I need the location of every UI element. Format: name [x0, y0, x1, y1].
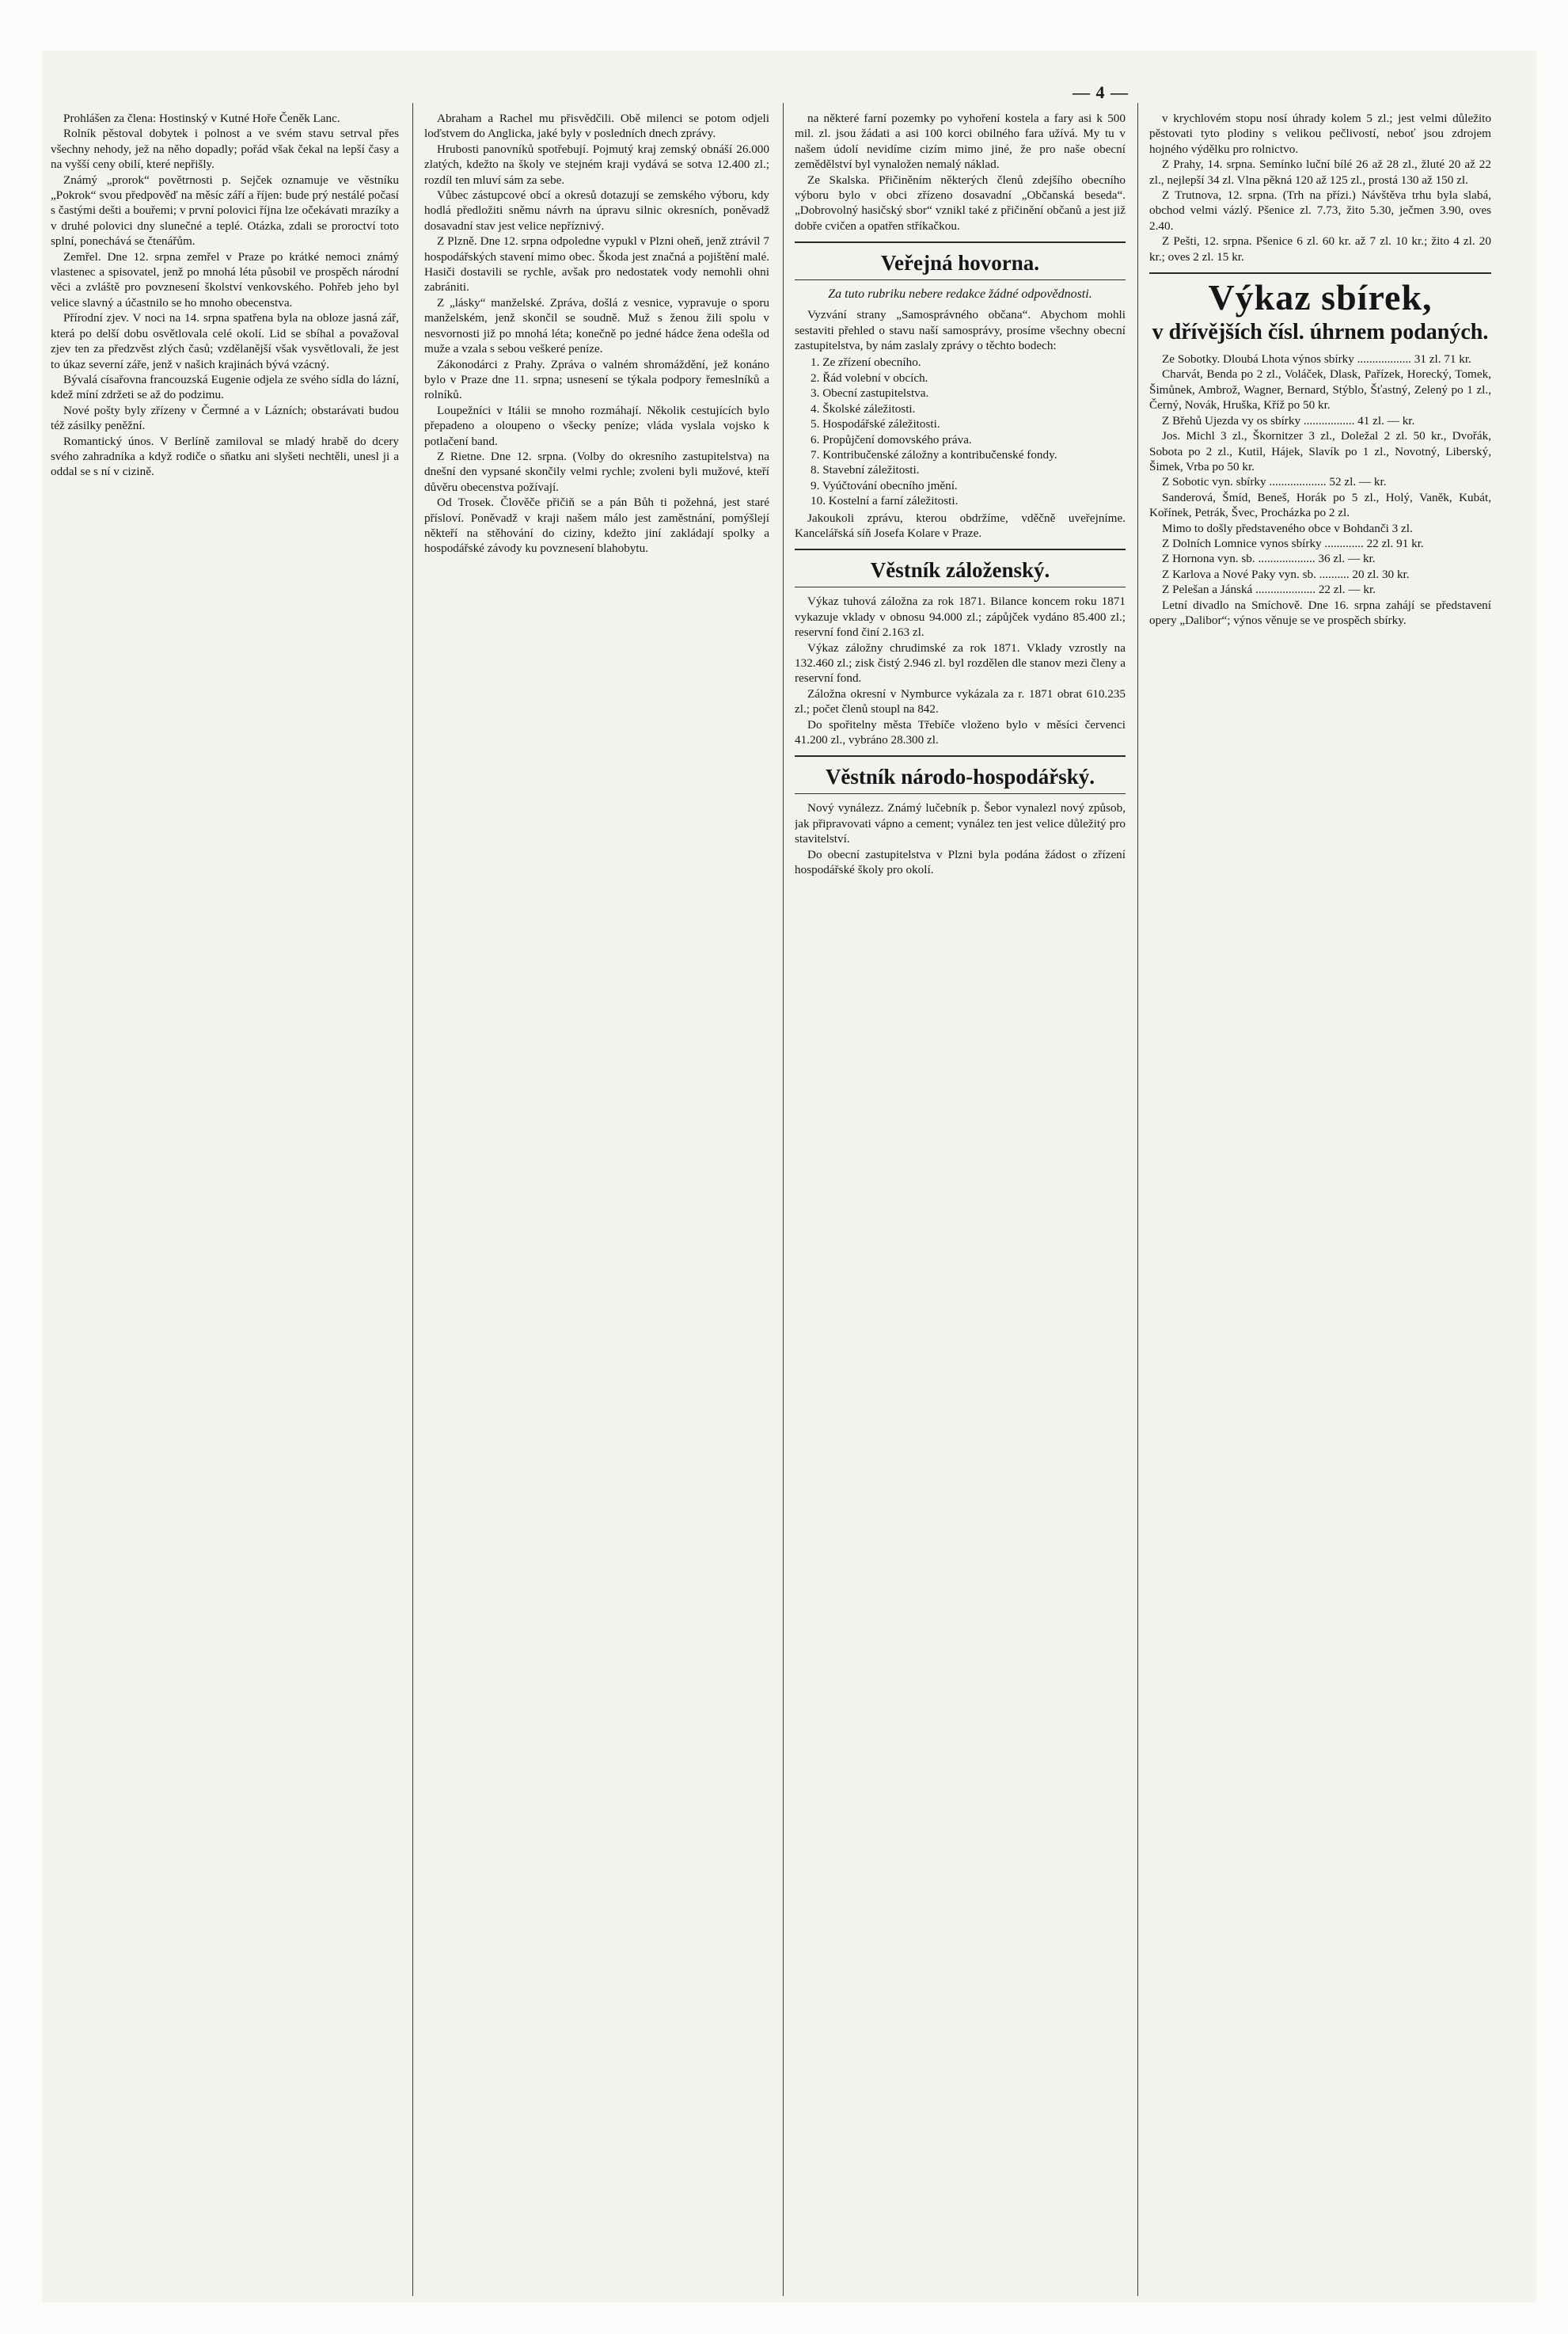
- list-item: 10. Kostelní a farní záležitosti.: [811, 494, 959, 508]
- news-item: Zákonodárci z Prahy. Zpráva o valném shromáždění, jež konáno bylo v Praze dne 11. srpna; usnesení se týkala podpory řemeslníků a rolníků.: [424, 357, 769, 402]
- market-report: v krychlovém stopu nosí úhrady kolem 5 zl.; jest velmi důležito pěstovati tyto plodiny s velikou pečlivostí, neboť jsou zdrojem hojného výdělku pro rolnictvo.: [1149, 112, 1491, 156]
- news-item: Vůbec zástupcové obcí a okresů dotazují se zemského výboru, kdy hodlá předložiti sněmu návrh na úpravu silnic okresních, poněvadž dosavadní stav jest velice nepříznivý.: [424, 188, 769, 233]
- section-heading-vestnik-narodo-hospodarsky: Věstník národo-hospodářský.: [825, 765, 1095, 789]
- news-item: Abraham a Rachel mu přisvědčili. Obě milenci se potom odjeli loďstvem do Anglicka, jaké byly v posledních dnech zprávy.: [424, 112, 769, 141]
- collection-entry: Letní divadlo na Smíchově. Dne 16. srpna zahájí se představení opery „Dalibor“; výnos věnuje se ve prospěch sbírky.: [1149, 598, 1491, 627]
- news-item: Z Rietne. Dne 12. srpna. (Volby do okresního zastupitelstva) na dnešní den vypsané skončily velmi rychle; zvoleni byli mužové, kteří důvěru obecenstva požívají.: [424, 449, 769, 494]
- news-item: Přírodní zjev. V noci na 14. srpna spatřena byla na obloze jasná zář, která po delší dobu osvětlovala celé okolí. Lid se sbíhal a považoval zjev ten za předzvěst zlých časů; vzdělanější však vysvětlovali, že jest to úkaz severní záře, jenž v našich krajinách bývá vzácný.: [51, 311, 399, 371]
- scan-margin-left: [0, 0, 43, 2334]
- list-item: 7. Kontribučenské záložny a kontribučenské fondy.: [811, 447, 1057, 462]
- news-item: Hrubosti panovníků spotřebují. Pojmutý kraj zemský obnáší 26.000 zlatých, kdežto na školy ve stejném kraji vydává se sotva 12.400 zl.; rozdíl ten mluví sám za sebe.: [424, 142, 769, 187]
- market-report: Z Pešti, 12. srpna. Pšenice 6 zl. 60 kr. až 7 zl. 10 kr.; žito 4 zl. 20 kr.; oves 2 zl. 15 kr.: [1149, 234, 1491, 264]
- section-divider: [795, 549, 1126, 550]
- news-item: Prohlášen za člena: Hostinský v Kutné Hoře Čeněk Lanc.: [63, 112, 340, 125]
- collection-entry: Ze Sobotky. Dloubá Lhota výnos sbírky .................. 31 zl. 71 kr.: [1162, 352, 1471, 367]
- list-item: 6. Propůjčení domovského práva.: [811, 432, 972, 447]
- section-heading-vykaz-sbirek: Výkaz sbírek,: [1208, 277, 1433, 318]
- list-item: 4. Školské záležitosti.: [811, 401, 916, 416]
- collection-entry: Z Břehů Ujezda vy os sbírky ................. 41 zl. — kr.: [1162, 413, 1415, 428]
- column-rule-3: [1137, 103, 1138, 2296]
- news-item: Záložna okresní v Nymburce vykázala za r. 1871 obrat 610.235 zl.; počet členů stoupl na 842.: [795, 686, 1126, 717]
- list-item: 5. Hospodářské záležitosti.: [811, 417, 940, 431]
- section-subtitle: v dřívějších čísl. úhrnem podaných.: [1152, 320, 1489, 345]
- section-divider: [795, 755, 1126, 757]
- news-item: Z „lásky“ manželské. Zpráva, došlá z vesnice, vypravuje o sporu manželském, jenž skončil se soudně. Muž s ženou žili spolu v nesvornosti již po mnohá léta; konečně po jedné hádce žena odešla od muže a vzala s sebou veškeré peníze.: [424, 295, 769, 356]
- numbered-list: [811, 355, 1126, 508]
- news-item: Bývalá císařovna francouzská Eugenie odjela ze svého sídla do lázní, kdež míní zdržeti se až do podzimu.: [51, 372, 399, 402]
- news-item: Nové pošty byly zřízeny v Čermné a v Lázních; obstarávati budou též zásilky peněžní.: [51, 403, 399, 433]
- news-item: Výkaz záložny chrudimské za rok 1871. Vklady vzrostly na 132.460 zl.; zisk čistý 2.946 zl. byl rozdělen dle stanov mezi členy a reservní fond.: [795, 641, 1126, 686]
- collection-entry: Z Pelešan a Jánská .................... 22 zl. — kr.: [1162, 583, 1376, 597]
- column-rule-2: [783, 103, 784, 2296]
- news-item: Známý „prorok“ povětrnosti p. Sejček oznamuje ve věstníku „Pokrok“ svou předpověď na měsíc září a říjen: bude prý nestálé počasí s častými dešti a bouřemi; v první polovici října lze očekávati mrazíky a v druhé polovici dny slunečné a teplé. Otázka, zdali se proroctví toto splní, ponechává se čtenářům.: [51, 173, 399, 249]
- list-item: 3. Obecní zastupitelstva.: [811, 386, 929, 401]
- column-3: [795, 111, 1126, 2299]
- section-intro: Vyzvání strany „Samosprávného občana“. Abychom mohli sestaviti přehled o stavu naší samosprávy, prosíme všechny obecní zastupitelstva, by nám zaslaly zprávy o těchto bodech:: [795, 308, 1126, 353]
- list-item: 2. Řád volební v obcích.: [811, 371, 928, 385]
- news-item: Romantický únos. V Berlíně zamiloval se mladý hrabě do dcery svého zahradníka a když rodiče o sňatku ani slyšeti nechtěli, unesl ji a oddal se s ní v cizině.: [51, 434, 399, 479]
- list-item: 1. Ze zřízení obecního.: [811, 355, 921, 370]
- news-item: Loupežníci v Itálii se mnoho rozmáhají. Několik cestujících bylo přepadeno a oloupeno o všecky peníze; vláda vyslala vojsko k potlačení band.: [424, 403, 769, 448]
- news-item: Do obecní zastupitelstva v Plzni byla podána žádost o zřízení hospodářské školy pro okolí.: [795, 847, 1126, 877]
- section-outro: Jakoukoli zprávu, kterou obdržíme, vděčně uveřejníme. Kancelářská síň Josefa Kolare v Praze.: [795, 511, 1126, 540]
- section-divider: [1149, 272, 1491, 274]
- section-heading-verejna-hovorna: Veřejná hovorna.: [881, 251, 1039, 276]
- scan-margin-right: [1536, 0, 1568, 2334]
- collection-entry: Jos. Michl 3 zl., Škornitzer 3 zl., Doležal 2 zl. 50 kr., Dvořák, Sobota po 2 zl., Kutil, Hájek, Slavík po 1 zl., Novotný, Liberský, Šimek, Vrba po 50 kr.: [1149, 429, 1491, 473]
- column-rule-1: [412, 103, 413, 2296]
- news-item: Ze Skalska. Přičiněním některých členů zdejšího obecního výboru bylo v obci zřízeno dosavadní „Občanská beseda“. „Dobrovolný hasičský sbor“ vznikl také z přičinění občanů a jest již dobře cvičen a opatřen stříkačkou.: [795, 173, 1126, 233]
- news-item: Výkaz tuhová záložna za rok 1871. Bilance koncem roku 1871 vykazuje vklady v obnosu 94.000 zl.; zápůjček vydáno 85.400 zl.; reservní fond činí 2.163 zl.: [795, 595, 1126, 640]
- collection-entry: Mimo to došly představeného obce v Bohdanči 3 zl.: [1162, 521, 1413, 535]
- list-item: 9. Vyúčtování obecního jmění.: [811, 478, 958, 492]
- news-item: Zemřel. Dne 12. srpna zemřel v Praze po krátké nemoci známý vlastenec a spisovatel, jenž po mnohá léta působil ve prospěch národní věci a zvláště pro povznesení školství venkovského. Pohřeb jeho byl velice slavný a účastnilo se ho mnoho obecenstva.: [51, 249, 399, 310]
- news-item: na některé farní pozemky po vyhoření kostela a fary asi k 500 mil. zl. jsou žádati a asi 100 korci obilného fara užívá. My tu v našem údolí nevidíme cizím mimo jiné, že pro naše obecní zemědělství byl vynaložen nemalý náklad.: [795, 112, 1126, 172]
- market-report: Z Trutnova, 12. srpna. (Trh na přízi.) Návštěva trhu byla slabá, obchod velmi vázlý. Pšenice zl. 7.73, žito 5.30, ječmen 3.90, oves 2.40.: [1149, 188, 1491, 233]
- collection-entry: Z Dolních Lomnice vynos sbírky ............. 22 zl. 91 kr.: [1162, 536, 1424, 550]
- news-item: Do spořitelny města Třebíče vloženo bylo v měsíci červenci 41.200 zl., vybráno 28.300 zl.: [795, 717, 1126, 747]
- section-divider: [795, 241, 1126, 243]
- list-item: 8. Stavební záležitosti.: [811, 463, 920, 477]
- column-2: [424, 111, 769, 2299]
- section-divider: [795, 279, 1126, 280]
- news-item: Od Trosek. Člověče přičiň se a pán Bůh ti požehná, jest staré přísloví. Poněvadž v kraji našem málo jest zaměstnání, pomýšlejí někteří na stěhování do ciziny, kdežto jiní zakládají spolky a hospodářské závody ku povznesení blahobytu.: [424, 496, 769, 556]
- scan-margin-top: [0, 0, 1568, 51]
- section-subtitle: Za tuto rubriku nebere redakce žádné odpovědnosti.: [828, 287, 1092, 302]
- news-item: Z Plzně. Dne 12. srpna odpoledne vypukl v Plzni oheň, jenž ztrávil 7 hospodářských stavení mimo obec. Škoda jest značná a pojištění malé. Hasiči dostavili se rychle, avšak pro nedostatek vody nemohli ohni zabrániti.: [424, 234, 769, 295]
- collection-entry: Sanderová, Šmíd, Beneš, Horák po 5 zl., Holý, Vaněk, Kubát, Kořínek, Petrák, Švec, Procházka po 2 zl.: [1149, 490, 1491, 520]
- column-4: [1149, 111, 1491, 2299]
- market-report: Z Prahy, 14. srpna. Semínko luční bílé 26 až 28 zl., žluté 20 až 22 zl., nejlepší 34 zl. Vlna pěkná 120 až 125 zl., prostá 130 až 150 zl.: [1149, 158, 1491, 187]
- page-number: — 4 —: [1073, 82, 1129, 102]
- collection-entry: Z Karlova a Nové Paky vyn. sb. .......... 20 zl. 30 kr.: [1162, 567, 1410, 581]
- news-item: Rolník pěstoval dobytek i polnost a ve svém stavu setrval přes všechny nehody, jež na něho dopadly; pořád však čekal na lepší časy a na vyšší ceny obilí, které nepřišly.: [51, 127, 399, 172]
- collection-entry: Charvát, Benda po 2 zl., Voláček, Dlask, Pařízek, Horecký, Tomek, Šimůnek, Ambrož, Wagner, Bernard, Stýblo, Šťastný, Zelený po 1 zl., Černý, Novák, Hruška, Kříž po 50 kr.: [1149, 367, 1491, 412]
- column-1: [51, 111, 399, 2299]
- section-heading-vestnik-zalozensky: Věstník záloženský.: [870, 558, 1050, 583]
- collection-entry: Z Hornona vyn. sb. ................... 36 zl. — kr.: [1162, 552, 1376, 566]
- section-divider: [795, 793, 1126, 794]
- scan-margin-bottom: [0, 2302, 1568, 2334]
- news-item: Nový vynálezz. Známý lučebník p. Šebor vynalezl nový způsob, jak připravovati vápno a cement; vynález ten jest velice důležitý pro stavitelství.: [795, 801, 1126, 846]
- collection-entry: Z Sobotic vyn. sbírky ................... 52 zl. — kr.: [1162, 475, 1387, 489]
